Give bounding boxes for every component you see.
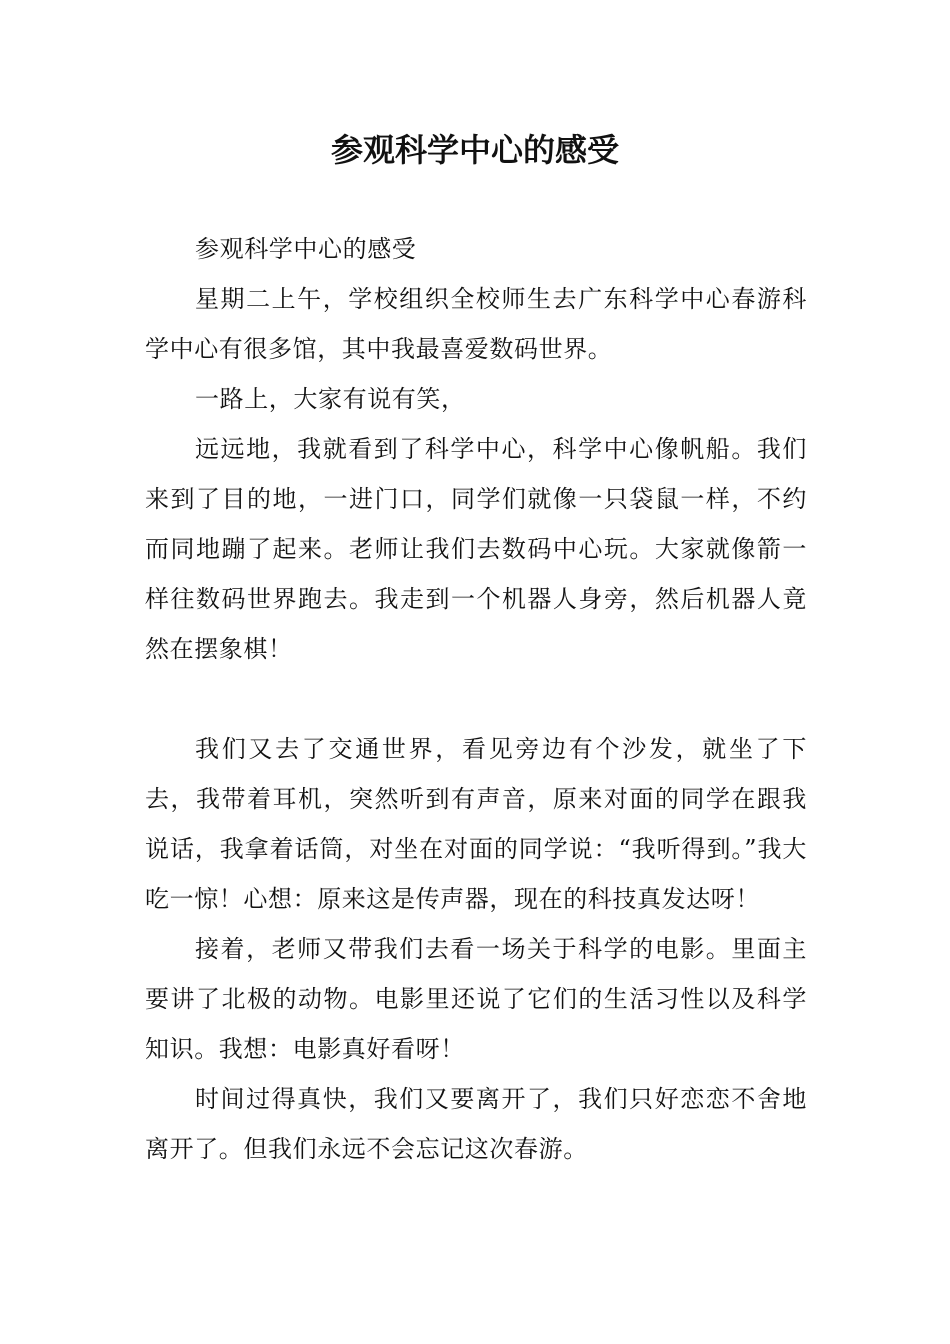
paragraph: 星期二上午，学校组织全校师生去广东科学中心春游科学中心有很多馆，其中我最喜爱数码世界。 bbox=[145, 285, 807, 363]
blank-line bbox=[145, 674, 807, 724]
paragraph: 时间过得真快，我们又要离开了，我们只好恋恋不舍地离开了。但我们永远不会忘记这次春游。 bbox=[145, 1085, 807, 1163]
paragraph: 远远地，我就看到了科学中心，科学中心像帆船。我们来到了目的地，一进门口，同学们就像一只袋鼠一样，不约而同地蹦了起来。老师让我们去数码中心玩。大家就像箭一样往数码世界跑去。我走到一个机器人身旁，然后机器人竟然在摆象棋！ bbox=[145, 435, 807, 663]
document-body bbox=[145, 224, 807, 1174]
document-title: 参观科学中心的感受 bbox=[330, 131, 619, 169]
paragraph: 我们又去了交通世界，看见旁边有个沙发，就坐了下去，我带着耳机，突然听到有声音，原来对面的同学在跟我说话，我拿着话筒，对坐在对面的同学说：“我听得到。”我大吃一惊！心想：原来这是传声器，现在的科技真发达呀！ bbox=[145, 735, 807, 913]
paragraph: 一路上，大家有说有笑， bbox=[195, 385, 466, 413]
paragraph-heading: 参观科学中心的感受 bbox=[195, 235, 417, 263]
paragraph: 接着，老师又带我们去看一场关于科学的电影。里面主要讲了北极的动物。电影里还说了它们的生活习性以及科学知识。我想：电影真好看呀！ bbox=[145, 935, 807, 1063]
